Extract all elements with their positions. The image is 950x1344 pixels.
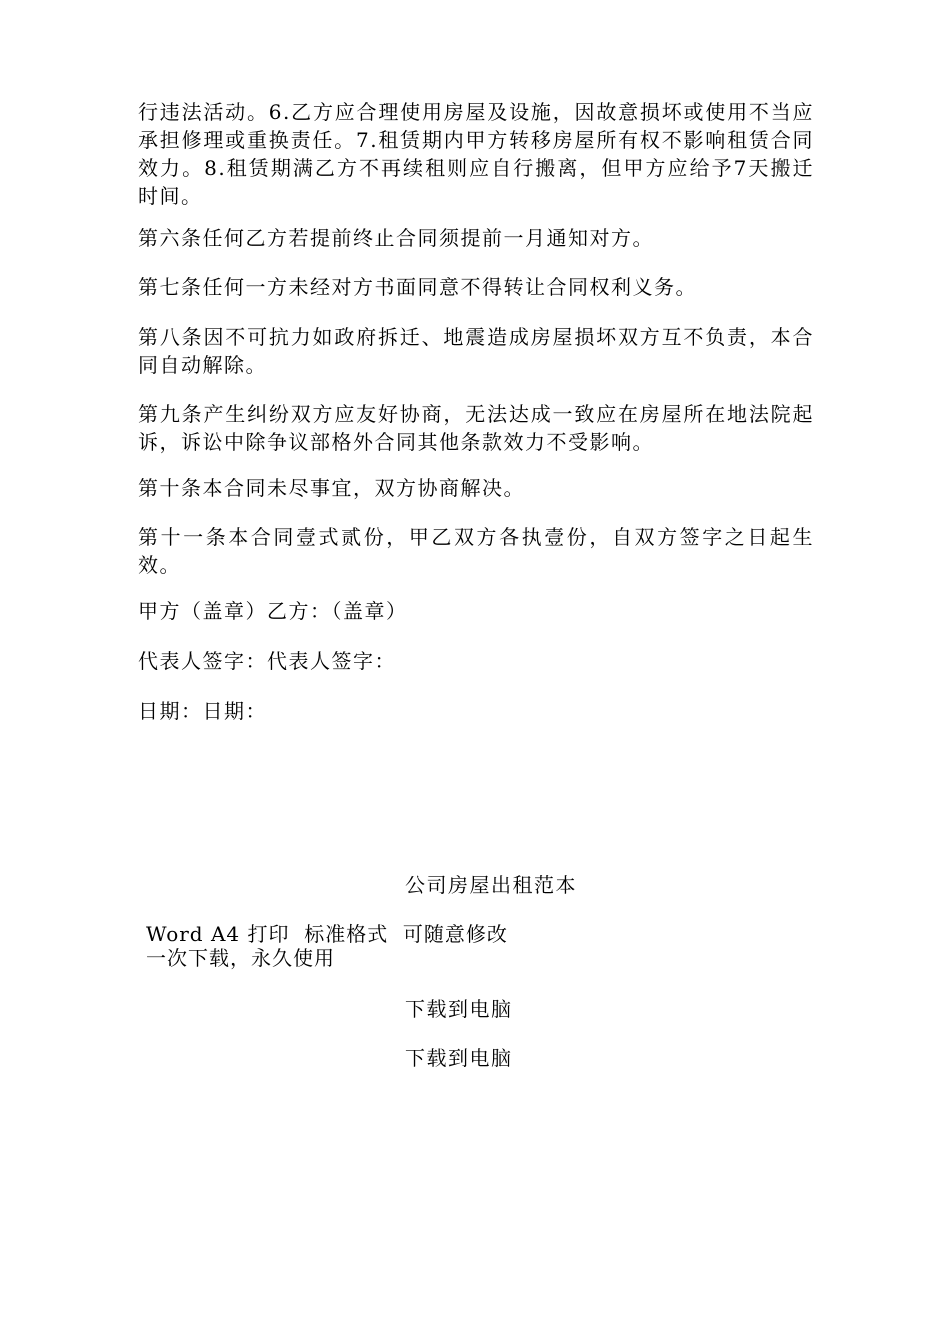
signature-date-line: 日期：日期： (138, 699, 267, 723)
paragraph-clause-five-continued: 行违法活动。6.乙方应合理使用房屋及设施，因故意损坏或使用不当应承担修理或重换责任。7.租赁期内甲方转移房屋所有权不影响租赁合同效力。8.租赁期满乙方不再续租则应自行搬离，但甲方应给予7天搬迁时间。 (138, 100, 814, 208)
signature-representative-line: 代表人签字：代表人签字： (138, 649, 396, 673)
paragraph-clause-nine: 第九条产生纠纷双方应友好协商，无法达成一致应在房屋所在地法院起诉，诉讼中除争议部格外合同其他条款效力不受影响。 (138, 402, 814, 454)
signature-party-line: 甲方（盖章）乙方：（盖章） (138, 599, 408, 623)
footer-promo-line-1: Word A4 打印 标准格式 可随意修改 (146, 922, 508, 946)
paragraph-clause-seven: 第七条任何一方未经对方书面同意不得转让合同权利义务。 (138, 275, 697, 299)
download-link-1[interactable]: 下载到电脑 (405, 997, 513, 1021)
download-link-2[interactable]: 下载到电脑 (405, 1046, 513, 1070)
paragraph-clause-ten: 第十条本合同未尽事宜，双方协商解决。 (138, 476, 525, 500)
paragraph-clause-eight: 第八条因不可抗力如政府拆迁、地震造成房屋损坏双方互不负责，本合同自动解除。 (138, 325, 814, 377)
paragraph-clause-eleven: 第十一条本合同壹式贰份，甲乙双方各执壹份，自双方签字之日起生效。 (138, 525, 814, 577)
paragraph-clause-six: 第六条任何乙方若提前终止合同须提前一月通知对方。 (138, 226, 654, 250)
footer-title: 公司房屋出租范本 (405, 873, 577, 897)
footer-promo-line-2: 一次下载，永久使用 (146, 946, 335, 970)
